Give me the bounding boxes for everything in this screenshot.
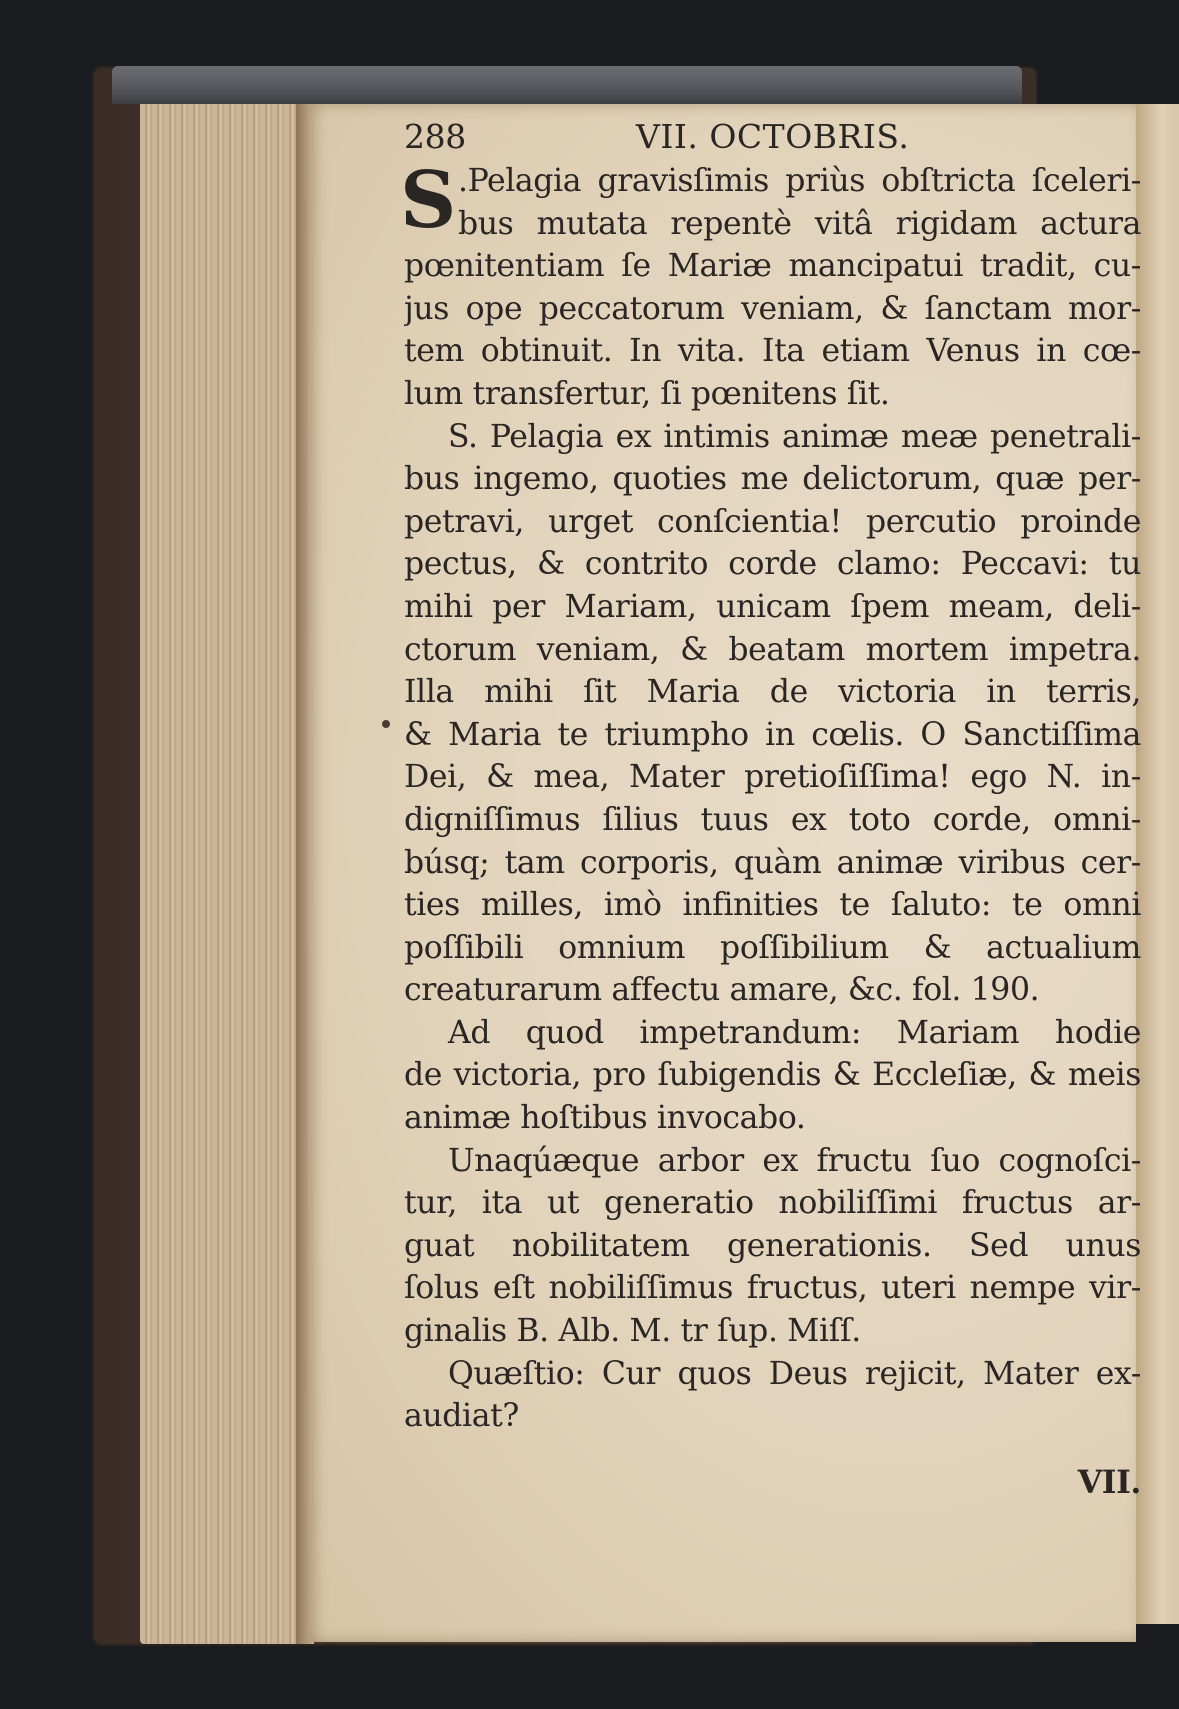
text-line: Dei, & mea, Mater pretioſiſſima! ego N. in- [404,759,1141,796]
text-line: Ad quod impetrandum: Mariam hodie [448,1014,1141,1051]
running-head: VII. OCTOBRIS. [636,117,910,156]
text-line: guat nobilitatem generationis. Sed unus [404,1227,1141,1264]
text-line: S. Pelagia ex intimis animæ meæ penetrali- [448,418,1141,455]
text-line: ſolus eſt nobiliſſimus fructus, uteri nempe vir- [404,1270,1141,1307]
facing-page-edge [1136,104,1179,1624]
text-line: lum transfertur, ſi pœnitens ſit. [404,375,890,412]
opening-paragraph [400,155,1141,246]
text-line: ginalis B. Alb. M. tr ſup. Miſſ. [404,1313,861,1350]
text-line: ties milles, imò infinities te ſaluto: te omni [404,887,1141,924]
page-number: 288 [404,117,466,156]
page-block-edges [140,104,310,1644]
text-line: pectus, & contrito corde clamo: Peccavi: tu [404,546,1141,583]
text-line: bus ingemo, quoties me delictorum, quæ per- [404,461,1141,498]
page-text [400,112,1141,1504]
text-line: Quæſtio: Cur quos Deus rejicit, Mater ex- [448,1355,1141,1392]
text-line: jus ope peccatorum veniam, & ſanctam mor- [404,290,1141,327]
drop-cap: S [400,155,456,246]
text-line: Unaqúæque arbor ex fructu ſuo cognoſci- [448,1142,1141,1179]
text-line: tur, ita ut generatio nobiliſſimi fructus ar- [404,1185,1141,1222]
text-line: mihi per Mariam, unicam ſpem meam, deli- [404,588,1141,625]
text-line: Illa mihi ſit Maria de victoria in terris, [404,674,1141,711]
catchword: VII. [1077,1463,1141,1501]
text-line: digniſſimus ſilius tuus ex toto corde, omni- [404,801,1141,838]
text-line: tem obtinuit. In vita. Ita etiam Venus in cœ- [404,333,1141,370]
text-line: animæ hoſtibus invocabo. [404,1100,806,1137]
text-line: pœnitentiam ſe Mariæ mancipatui tradit, cu- [404,248,1141,285]
text-line: bus mutata repentè vitâ rigidam actura [458,205,1141,242]
text-line: audiat? [404,1398,519,1435]
text-line: .Pelagia gravisſimis priùs obſtricta ſceleri- [458,163,1141,199]
text-line: creaturarum affectu amare, &c. fol. 190. [404,972,1040,1009]
text-line: & Maria te triumpho in cœlis. O Sanctiſſima [404,716,1141,753]
margin-mark [382,720,390,728]
text-line: de victoria, pro ſubigendis & Eccleſiæ, & meis [404,1057,1141,1094]
text-line: petravi, urget conſcientia! percutio proinde [404,503,1141,540]
book-cover-top-edge [112,66,1022,104]
page-header [404,112,1141,160]
text-line: búsq; tam corporis, quàm animæ viribus cer- [404,844,1141,881]
text-line: poſſibili omnium poſſibilium & actualium [404,929,1141,966]
text-line: ctorum veniam, & beatam mortem impetra. [404,631,1141,668]
